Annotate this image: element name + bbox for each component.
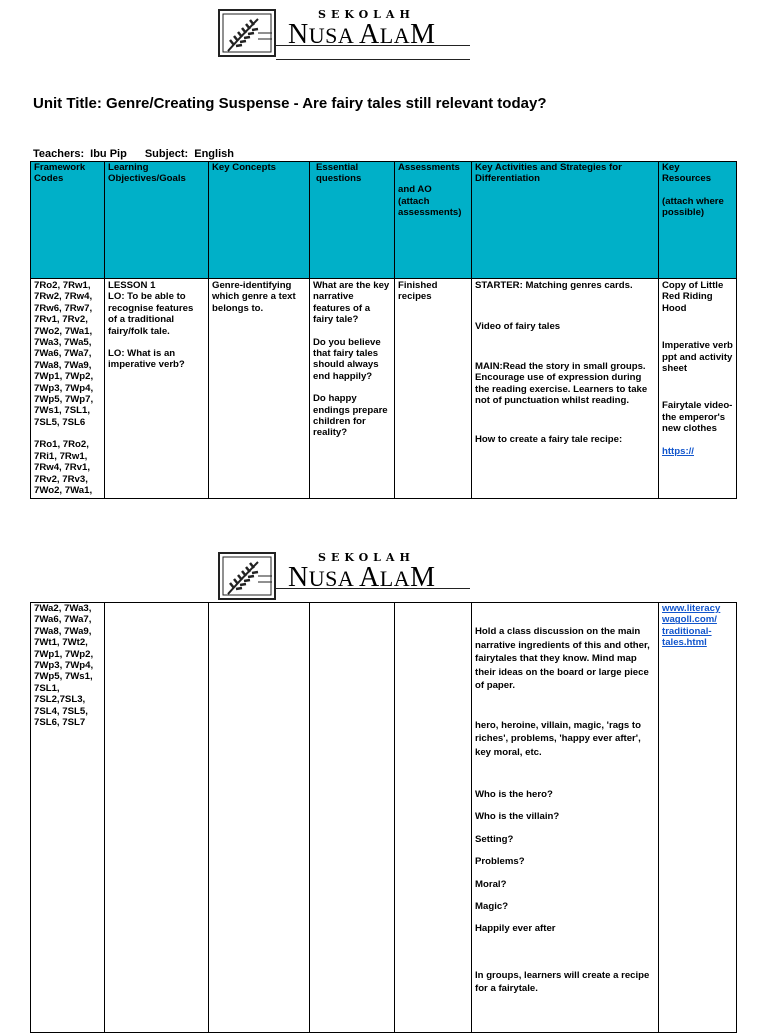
logo-top-text: SEKOLAH	[318, 551, 415, 564]
header-framework-codes: Framework Codes	[31, 162, 105, 279]
essential-questions-cell	[310, 603, 395, 1033]
unit-plan-table-continued	[30, 602, 737, 1033]
unit-title: Unit Title: Genre/Creating Suspense - Are fairy tales still relevant today?	[33, 95, 547, 112]
school-logo	[218, 9, 470, 59]
question-line: Who is the villain?	[475, 811, 560, 823]
wheat-emblem-icon	[218, 9, 276, 57]
essential-questions-cell: What are the key narrative features of a fairy tale? Do you believe that fairy tales should always end happily? Do happy endings prepare children for reality?	[310, 279, 395, 499]
activities-cell: STARTER: Matching genres cards. Video of fairy tales MAIN:Read the story in small groups. Encourage use of expression during the reading exercise. Learners to take not of punctuation whilst reading. How to create a fairy tale recipe:	[472, 279, 659, 499]
question-line: Magic?	[475, 901, 509, 913]
header-key-activities: Key Activities and Strategies for Differentiation	[472, 162, 659, 279]
learning-objectives-cell	[105, 603, 209, 1033]
unit-plan-table	[30, 161, 737, 499]
logo-main-text: NUSA ALAM	[288, 562, 436, 593]
resources-cell	[659, 603, 737, 1033]
logo-top-text: SEKOLAH	[318, 8, 415, 21]
question-line: Moral?	[475, 878, 507, 890]
framework-codes-cell: 7Wa2, 7Wa3, 7Wa6, 7Wa7, 7Wa8, 7Wa9, 7Wt1, 7Wt2, 7Wp1, 7Wp2, 7Wp3, 7Wp4, 7Wp5, 7Ws1, 7SL1, 7SL2,7SL3, 7SL4, 7SL5, 7SL6, 7SL7	[31, 603, 105, 1033]
question-line: Who is the hero?	[475, 789, 553, 800]
teacher-subject-line: Teachers: Ibu Pip Subject: English	[33, 148, 234, 160]
wheat-emblem-icon	[218, 552, 276, 600]
activities-cell: Hold a class discussion on the main narrative ingredients of this and other, fairytales that they know. Mind map their ideas on the board or large piece of paper. hero, heroine, villain, magic, 'rags to riches', problems, 'happy ever after', key moral, etc. Who is the hero? Who is the villain? Setting? Problems? Moral? Magic? Happily ever after In groups, learners will create a recipe for a fairytale.	[472, 603, 659, 1033]
assessment-cell	[395, 603, 472, 1033]
question-line: Problems?	[475, 856, 525, 868]
logo-main-text: NUSA ALAM	[288, 19, 436, 50]
codes-line: 7Ro2, 7Rw1,	[34, 280, 91, 291]
question-line: Happily ever after	[475, 923, 556, 935]
school-logo-page-2	[218, 552, 470, 602]
header-learning-objectives: Learning Objectives/Goals	[105, 162, 209, 279]
resources-cell: Copy of Little Red Riding Hood Imperative verb ppt and activity sheet Fairytale video- the emperor's new clothes https://	[659, 279, 737, 499]
table-row	[31, 603, 737, 1033]
header-essential-questions: Essential questions	[310, 162, 395, 279]
objective-text: LO: What is an imperative verb?	[108, 348, 185, 371]
learning-objectives-cell	[105, 279, 209, 499]
question-line: Setting?	[475, 833, 514, 845]
header-assessments: Assessments and AO (attach assessments)	[395, 162, 472, 279]
key-concepts-cell	[209, 603, 310, 1033]
objective-text: LO: To be able to recognise features of a traditional fairy/folk tale.	[108, 291, 194, 337]
resource-link[interactable]: www.literacy wagoll.com/ traditional- tales.html	[662, 603, 721, 649]
header-key-concepts: Key Concepts	[209, 162, 310, 279]
lesson-label: LESSON 1	[108, 280, 156, 291]
resource-link[interactable]: https://	[662, 445, 694, 457]
header-key-resources: Key Resources (attach where possible)	[659, 162, 737, 279]
key-concepts-cell: Genre-identifying which genre a text belongs to.	[209, 279, 310, 499]
table-row	[31, 279, 737, 499]
assessment-cell: Finished recipes	[395, 279, 472, 499]
framework-codes-cell: 7Ro2, 7Rw1, 7Rw2, 7Rw4, 7Rw6, 7Rw7, 7Rv1, 7Rv2, 7Wo2, 7Wa1, 7Wa3, 7Wa5, 7Wa6, 7Wa7, 7Wa8, 7Wa9, 7Wp1, 7Wp2, 7Wp3, 7Wp4, 7Wp5, 7Wp7, 7Ws1, 7SL1, 7SL5, 7SL6 7Ro1, 7Ro2, 7Ri1, 7Rw1, 7Rw4, 7Rv1, 7Rv2, 7Rv3, 7Wo2, 7Wa1,	[31, 279, 105, 499]
